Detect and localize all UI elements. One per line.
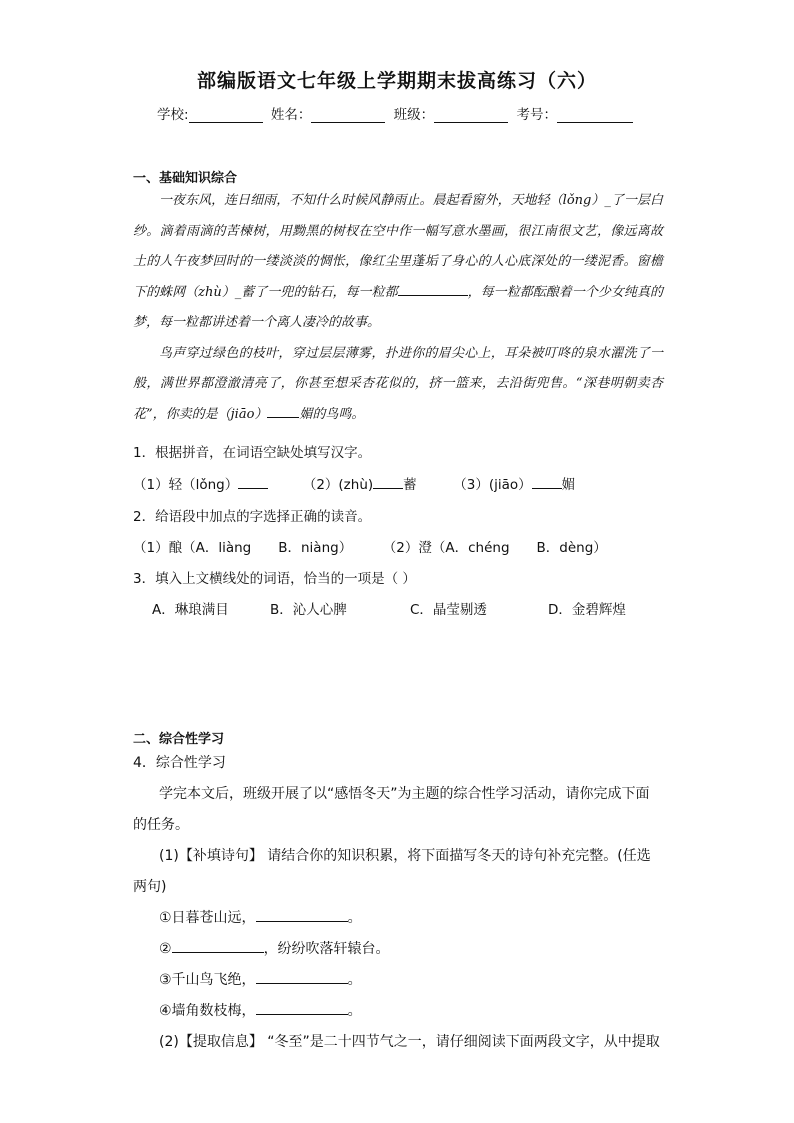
- poem-line-3: [133, 965, 661, 996]
- school-blank[interactable]: [189, 108, 263, 123]
- poem-1-end: 。: [347, 910, 362, 926]
- q1-item-1: （1）轻（lǒng）: [133, 477, 239, 493]
- name-blank[interactable]: [311, 108, 385, 123]
- poem-3-text: ③千山鸟飞绝，: [159, 972, 256, 988]
- poem-4-blank[interactable]: [256, 1002, 348, 1015]
- passage-paragraph-1: [133, 186, 663, 339]
- class-blank[interactable]: [434, 108, 508, 123]
- q3-option-c[interactable]: C．晶莹剔透: [410, 602, 487, 618]
- question-2: 2．给语段中加点的字选择正确的读音。: [133, 509, 372, 525]
- q3-option-d[interactable]: D．金碧辉煌: [548, 602, 626, 618]
- poem-3-blank[interactable]: [256, 971, 348, 984]
- q1-item-3-char: 媚: [561, 477, 576, 493]
- question-3-options: [152, 598, 626, 618]
- q1-blank-1[interactable]: [238, 476, 268, 489]
- page-title: 部编版语文七年级上学期期末拔高练习（六）: [196, 70, 597, 92]
- passage-text-1: 一夜东风，连日细雨，不知什么时候风静雨止。晨起看窗外，天地轻（lǒng）_了一层白纱。滴着雨滴的苦楝树，用黝黑的树杈在空中作一幅写意水墨画，很江南很文艺，像远离故土的人午夜梦回时的一缕淡淡的惆怅，像红尘里蓬垢了身心的人心底深处的一缕泥香。窗檐下的蛛网（zhù）_蓄了一兜的钻石，每一粒都: [133, 193, 663, 300]
- question-2-items: [133, 536, 607, 556]
- q4-task-1: (1)【补填诗句】 请结合你的知识积累，将下面描写冬天的诗句补充完整。(任选两句): [133, 848, 651, 895]
- q2-item-1: （1）酿（A．liàng B．niàng）: [133, 540, 353, 556]
- q1-item-2-char: 蓄: [403, 477, 417, 493]
- passage-text-2-tail: 媚的鸟鸣。: [299, 406, 365, 422]
- q1-item-2: （2）(zhù): [302, 477, 374, 493]
- q1-blank-3[interactable]: [532, 476, 562, 489]
- section-1-heading: 一、基础知识综合: [133, 171, 238, 186]
- poem-4-end: 。: [347, 1003, 362, 1019]
- poem-4-text: ④墙角数枝梅，: [159, 1003, 256, 1019]
- section-2-heading: 二、综合性学习: [133, 732, 225, 747]
- exam-number-label: 考号：: [516, 107, 557, 123]
- school-label: 学校:: [157, 107, 189, 123]
- question-1: 1．根据拼音，在词语空缺处填写汉字。: [133, 445, 372, 461]
- exam-number-blank[interactable]: [557, 108, 633, 123]
- class-label: 班级：: [393, 107, 435, 123]
- q3-option-a[interactable]: A．琳琅满目: [152, 602, 229, 618]
- poem-line-4: [133, 996, 661, 1027]
- q4-task-2: (2)【提取信息】 “冬至”是二十四节气之一，请仔细阅读下面两段文字，从中提取: [159, 1034, 660, 1050]
- question-4: 4．综合性学习: [133, 755, 226, 771]
- poem-line-1: [133, 903, 661, 934]
- student-info-line: [0, 103, 794, 123]
- poem-line-2: [133, 934, 661, 965]
- passage-blank[interactable]: [398, 283, 468, 296]
- name-label: 姓名：: [270, 107, 312, 123]
- poem-1-blank[interactable]: [256, 909, 348, 922]
- poem-1-text: ①日暮苍山远，: [159, 910, 256, 926]
- poem-2-text: ，纷纷吹落轩辕台。: [263, 941, 390, 957]
- q4-intro: 学完本文后，班级开展了以“感悟冬天”为主题的综合性学习活动，请你完成下面的任务。: [133, 786, 650, 833]
- q1-item-3: （3）(jiāo）: [453, 477, 532, 493]
- poem-3-end: 。: [347, 972, 362, 988]
- q1-blank-2[interactable]: [373, 476, 403, 489]
- reading-passage: [133, 186, 663, 430]
- passage-text-2: 鸟声穿过绿色的枝叶，穿过层层薄雾，扑进你的眉尖心上，耳朵被叮咚的泉水濯洗了一般，满世界都澄澈清亮了，你甚至想采杏花似的，挤一篮来，去沿街兜售。“深巷明朝卖杏花”，你卖的是（jiāo）: [133, 345, 663, 422]
- poem-2-number: ②: [159, 941, 172, 957]
- passage-text-1-tail: ，每一粒都酝酿着一个少女纯真的梦，每一粒都讲述着一个离人凄冷的故事。: [133, 284, 663, 330]
- passage-paragraph-2: [133, 339, 663, 431]
- poem-2-blank[interactable]: [172, 940, 264, 953]
- jiao-blank[interactable]: [267, 405, 299, 418]
- q3-option-b[interactable]: B．沁人心脾: [270, 602, 347, 618]
- section-2-body: [133, 748, 661, 1058]
- q2-item-2: （2）澄（A．chéng B．dèng）: [382, 540, 607, 556]
- question-1-items: [133, 473, 575, 493]
- question-3: 3．填入上文横线处的词语，恰当的一项是（ ）: [133, 571, 416, 587]
